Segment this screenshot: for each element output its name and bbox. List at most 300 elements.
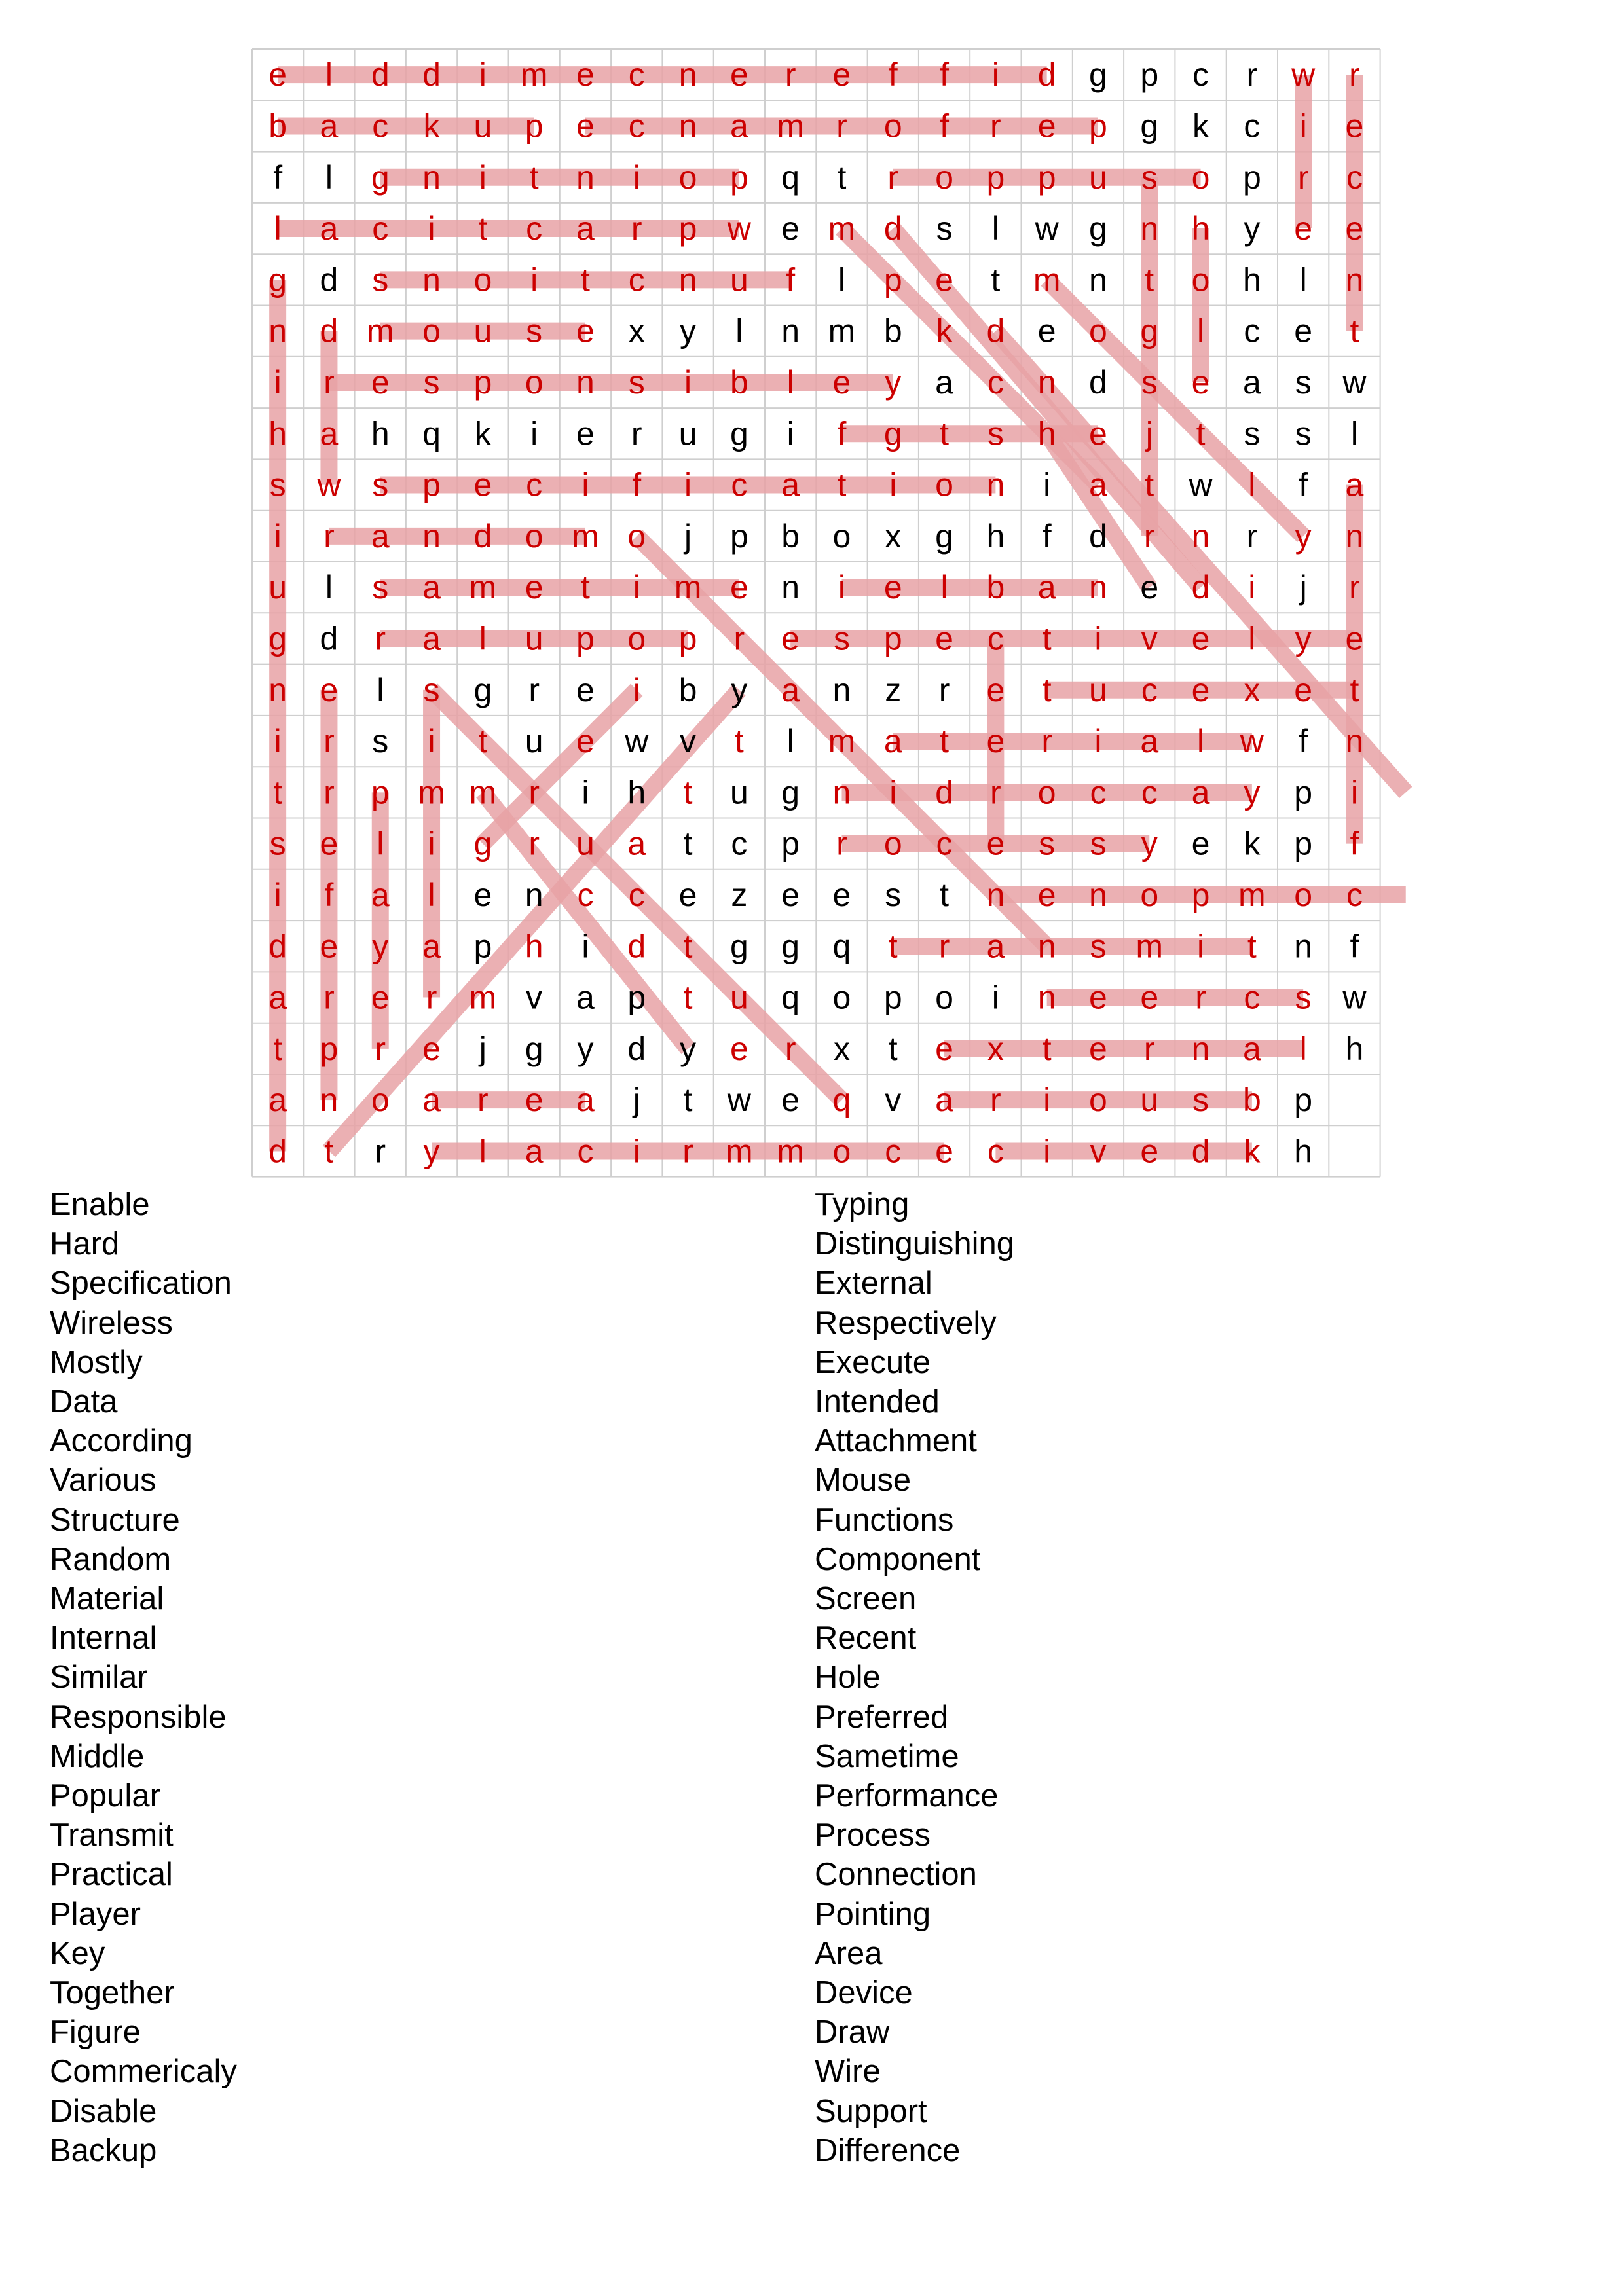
grid-letter: e (525, 1082, 544, 1119)
word-list-item: Typing (815, 1187, 910, 1222)
grid-letter: i (581, 928, 589, 965)
grid-letter: e (1140, 1133, 1159, 1170)
grid-letter: s (1295, 979, 1312, 1016)
grid-letter: a (422, 569, 441, 606)
grid-letter: n (1345, 261, 1364, 299)
grid-letter: h (1294, 1133, 1313, 1170)
grid-letter: e (1191, 825, 1210, 862)
grid-letter: e (1140, 979, 1159, 1016)
grid-letter: u (473, 107, 492, 145)
grid-letter: y (680, 312, 697, 350)
grid-letter: a (1140, 723, 1159, 760)
grid-letter: m (726, 1133, 753, 1170)
grid-letter: r (990, 1082, 1001, 1119)
grid-letter: d (473, 517, 492, 555)
grid-letter: i (1043, 1133, 1051, 1170)
grid-letter: o (1191, 158, 1210, 196)
grid-letter: p (422, 466, 441, 503)
grid-letter: c (628, 261, 645, 299)
grid-letter: r (682, 1133, 693, 1170)
word-list-item: Figure (50, 2014, 141, 2050)
grid-letter: i (633, 671, 640, 708)
grid-letter: b (986, 569, 1005, 606)
grid-letter: i (581, 466, 589, 503)
grid-letter: t (888, 1030, 898, 1067)
grid-letter: d (883, 210, 902, 247)
grid-letter: n (832, 774, 851, 811)
grid-letter: p (1191, 876, 1210, 913)
word-list-item: Responsible (50, 1699, 227, 1735)
grid-letter: r (528, 825, 540, 862)
grid-letter: i (530, 415, 538, 452)
grid-letter: m (828, 312, 856, 350)
grid-letter: d (320, 312, 339, 350)
grid-letter: j (633, 1082, 640, 1119)
grid-letter: s (372, 466, 389, 503)
grid-letter: e (1089, 979, 1107, 1016)
grid-letter: e (576, 723, 595, 760)
grid-letter: i (428, 723, 435, 760)
grid-letter: o (832, 1133, 851, 1170)
grid-letter: f (837, 415, 847, 452)
grid-letter: f (888, 56, 898, 94)
word-list-item: Component (815, 1541, 981, 1577)
word-list-item: Execute (815, 1344, 931, 1380)
grid-letter: i (889, 466, 897, 503)
grid-letter: w (1035, 210, 1059, 247)
grid-letter: g (473, 825, 492, 862)
grid-letter: e (1345, 107, 1364, 145)
grid-letter: n (268, 671, 287, 708)
grid-letter: l (991, 210, 999, 247)
grid-letter: o (1037, 774, 1056, 811)
grid-letter: w (317, 466, 341, 503)
grid-letter: i (684, 363, 692, 401)
grid-letter: e (1037, 312, 1056, 350)
grid-letter: e (1345, 210, 1364, 247)
grid-letter: e (935, 261, 953, 299)
grid-letter: c (1346, 158, 1363, 196)
grid-letter: e (781, 876, 800, 913)
grid-letter: m (777, 107, 804, 145)
grid-letter: c (1244, 312, 1261, 350)
grid-letter: r (323, 517, 335, 555)
word-list-item: Support (815, 2093, 927, 2129)
word-list-item: Draw (815, 2014, 890, 2050)
grid-letter: r (1297, 158, 1309, 196)
grid-letter: p (1294, 774, 1313, 811)
grid-letter: x (885, 517, 902, 555)
grid-letter: s (1141, 158, 1158, 196)
grid-letter: r (323, 774, 335, 811)
grid-letter: n (986, 876, 1005, 913)
word-list-item: Data (50, 1384, 118, 1420)
grid-letter: a (422, 928, 441, 965)
grid-letter: m (469, 569, 497, 606)
grid-letter: t (529, 158, 539, 196)
grid-letter: r (631, 415, 642, 452)
grid-letter: i (633, 158, 640, 196)
grid-letter: p (576, 620, 595, 657)
grid-letter: a (935, 1082, 953, 1119)
word-list-item: Distinguishing (815, 1226, 1015, 1262)
grid-letter: w (727, 210, 751, 247)
grid-letter: i (428, 210, 435, 247)
grid-letter: r (375, 620, 386, 657)
grid-letter: x (987, 1030, 1004, 1067)
word-list-item: Material (50, 1581, 164, 1617)
grid-letter: d (371, 56, 390, 94)
grid-letter: m (366, 312, 394, 350)
grid-letter: a (525, 1133, 544, 1170)
grid-letter: b (678, 671, 697, 708)
grid-letter: r (375, 1030, 386, 1067)
grid-letter: t (837, 158, 847, 196)
grid-letter: g (371, 158, 390, 196)
grid-letter: n (986, 466, 1005, 503)
grid-letter: f (1350, 928, 1359, 965)
grid-letter: a (781, 671, 800, 708)
grid-letter: s (628, 363, 645, 401)
grid-letter: a (883, 723, 902, 760)
grid-letter: s (269, 466, 286, 503)
grid-letter: e (1294, 312, 1313, 350)
word-list-item: Similar (50, 1660, 148, 1696)
grid-letter: c (1141, 774, 1158, 811)
grid-letter: i (530, 261, 538, 299)
grid-letter: t (683, 1082, 693, 1119)
grid-letter: b (268, 107, 287, 145)
grid-letter: o (883, 825, 902, 862)
grid-letter: n (422, 517, 441, 555)
grid-letter: a (1037, 569, 1056, 606)
grid-letter: a (1242, 1030, 1261, 1067)
grid-letter: n (832, 671, 851, 708)
grid-letter: e (371, 363, 390, 401)
grid-letter: o (371, 1082, 390, 1119)
grid-letter: s (987, 415, 1004, 452)
grid-letter: s (423, 671, 440, 708)
grid-letter: l (786, 363, 794, 401)
grid-letter: l (1299, 1030, 1307, 1067)
grid-letter: g (781, 928, 800, 965)
grid-letter: i (1094, 723, 1102, 760)
grid-letter: i (684, 466, 692, 503)
grid-letter: e (525, 569, 544, 606)
grid-letter: i (1196, 928, 1205, 965)
grid-letter: l (325, 158, 333, 196)
grid-letter: o (935, 979, 953, 1016)
grid-letter: o (1191, 261, 1210, 299)
grid-letter: a (729, 107, 748, 145)
word-search-grid (252, 49, 1380, 1176)
grid-letter: m (828, 723, 856, 760)
grid-letter: u (1089, 158, 1107, 196)
grid-letter: m (469, 979, 497, 1016)
grid-letter: c (731, 466, 748, 503)
grid-letter: s (1141, 363, 1158, 401)
grid-letter: l (428, 876, 435, 913)
word-list-item: Intended (815, 1384, 940, 1420)
grid-letter: e (1191, 620, 1210, 657)
grid-letter: k (474, 415, 491, 452)
word-list-item: Transmit (50, 1817, 174, 1853)
grid-letter: f (632, 466, 642, 503)
word-list-item: Commericaly (50, 2054, 237, 2090)
grid-letter: r (426, 979, 437, 1016)
grid-letter: l (1196, 723, 1205, 760)
grid-letter: n (1037, 363, 1056, 401)
grid-letter: n (1089, 261, 1107, 299)
grid-letter: y (1295, 517, 1312, 555)
grid-letter: e (935, 1133, 953, 1170)
grid-letter: e (832, 56, 851, 94)
grid-letter: e (935, 1030, 953, 1067)
grid-letter: t (940, 876, 950, 913)
grid-letter: r (990, 774, 1001, 811)
grid-letter: v (680, 723, 697, 760)
grid-letter: l (325, 569, 333, 606)
grid-letter: s (885, 876, 902, 913)
grid-letter: w (625, 723, 649, 760)
grid-letter: s (372, 569, 389, 606)
grid-letter: p (473, 363, 492, 401)
grid-letter: n (268, 312, 287, 350)
grid-letter: r (477, 1082, 489, 1119)
grid-letter: w (1342, 363, 1367, 401)
grid-letter: o (525, 517, 544, 555)
word-list-item: Popular (50, 1778, 160, 1814)
grid-letter: g (1140, 107, 1159, 145)
grid-letter: p (729, 158, 748, 196)
grid-letter: d (1191, 569, 1210, 606)
grid-letter: r (1349, 56, 1360, 94)
grid-letter: y (731, 671, 748, 708)
grid-letter: i (1248, 569, 1256, 606)
grid-letter: m (520, 56, 548, 94)
grid-letter: o (525, 363, 544, 401)
grid-letter: m (469, 774, 497, 811)
grid-letter: e (832, 363, 851, 401)
grid-letter: e (781, 210, 800, 247)
grid-letter: r (1143, 1030, 1155, 1067)
grid-letter: g (935, 517, 953, 555)
grid-letter: e (986, 825, 1005, 862)
grid-letter: o (883, 107, 902, 145)
grid-letter: n (1345, 723, 1364, 760)
grid-letter: f (273, 158, 283, 196)
grid-letter: h (1037, 415, 1056, 452)
grid-letter: e (986, 671, 1005, 708)
grid-letter: t (273, 774, 283, 811)
grid-letter: p (678, 210, 697, 247)
word-list-item: Specification (50, 1266, 232, 1302)
grid-letter: l (940, 569, 948, 606)
grid-letter: e (1089, 415, 1107, 452)
grid-letter: e (1037, 107, 1056, 145)
grid-letter: i (1350, 774, 1359, 811)
grid-letter: i (274, 363, 282, 401)
grid-letter: a (935, 363, 953, 401)
grid-letter: k (1192, 107, 1209, 145)
grid-letter: i (889, 774, 897, 811)
grid-letter: m (572, 517, 599, 555)
grid-letter: n (1140, 210, 1159, 247)
grid-letter: u (678, 415, 697, 452)
grid-letter: k (936, 312, 953, 350)
grid-canvas (252, 49, 1380, 1176)
grid-letter: y (1244, 774, 1261, 811)
grid-letter: e (1140, 569, 1159, 606)
grid-letter: e (320, 928, 339, 965)
grid-letter: e (268, 56, 287, 94)
grid-letter: k (1244, 1133, 1261, 1170)
grid-letter: h (371, 415, 390, 452)
grid-letter: i (1043, 466, 1051, 503)
grid-letter: s (1039, 825, 1056, 862)
word-list-item: Mostly (50, 1344, 143, 1380)
grid-letter: b (781, 517, 800, 555)
grid-letter: s (423, 363, 440, 401)
grid-letter: e (320, 825, 339, 862)
grid-letter: o (678, 158, 697, 196)
grid-letter: n (422, 158, 441, 196)
word-list-item: According (50, 1423, 193, 1459)
grid-letter: i (1299, 107, 1307, 145)
grid-letter: a (1191, 774, 1210, 811)
grid-letter: d (268, 928, 287, 965)
grid-letter: a (627, 825, 646, 862)
grid-letter: r (784, 56, 796, 94)
grid-letter: s (269, 825, 286, 862)
grid-letter: q (781, 979, 800, 1016)
grid-letter: p (883, 979, 902, 1016)
grid-letter: o (1089, 1082, 1107, 1119)
grid-letter: i (786, 415, 794, 452)
grid-letter: c (885, 1133, 902, 1170)
word-list-item: External (815, 1266, 932, 1302)
grid-letter: c (1141, 671, 1158, 708)
grid-letter: r (1349, 569, 1360, 606)
grid-letter: h (986, 517, 1005, 555)
grid-letter: p (1089, 107, 1107, 145)
grid-letter: q (832, 928, 851, 965)
grid-letter: n (576, 363, 595, 401)
grid-letter: c (1244, 979, 1261, 1016)
grid-letter: u (473, 312, 492, 350)
grid-letter: s (1295, 415, 1312, 452)
grid-letter: d (1191, 1133, 1210, 1170)
grid-letter: t (1145, 466, 1154, 503)
grid-letter: y (423, 1133, 440, 1170)
grid-letter: a (422, 620, 441, 657)
grid-letter: n (1294, 928, 1313, 965)
grid-letter: n (1037, 979, 1056, 1016)
grid-letter: y (885, 363, 902, 401)
grid-letter: z (731, 876, 748, 913)
grid-letter: k (1244, 825, 1261, 862)
word-list-item: Device (815, 1975, 913, 2011)
grid-letter: r (528, 774, 540, 811)
grid-letter: p (473, 928, 492, 965)
grid-letter: a (268, 979, 287, 1016)
grid-letter: a (576, 979, 595, 1016)
grid-letter: a (986, 928, 1005, 965)
grid-letter: p (627, 979, 646, 1016)
grid-letter: d (320, 261, 339, 299)
grid-letter: c (1346, 876, 1363, 913)
grid-letter: t (1247, 928, 1257, 965)
grid-letter: a (320, 415, 339, 452)
grid-letter: a (268, 1082, 287, 1119)
grid-letter: r (631, 210, 642, 247)
grid-letter: r (375, 1133, 386, 1170)
grid-letter: p (1294, 1082, 1313, 1119)
grid-letter: n (1089, 876, 1107, 913)
grid-letter: n (422, 261, 441, 299)
word-list-item: Hard (50, 1226, 120, 1262)
grid-letter: f (1299, 723, 1308, 760)
grid-letter: g (1140, 312, 1159, 350)
grid-letter: r (836, 107, 847, 145)
grid-letter: e (729, 56, 748, 94)
grid-letter: n (1089, 569, 1107, 606)
word-list-item: Sametime (815, 1738, 959, 1774)
word-list-item: Area (815, 1935, 883, 1971)
grid-letter: p (729, 517, 748, 555)
grid-letter: a (1345, 466, 1364, 503)
grid-letter: j (684, 517, 692, 555)
grid-letter: j (479, 1030, 487, 1067)
grid-letter: t (1042, 671, 1052, 708)
grid-letter: e (473, 876, 492, 913)
word-list-item: Wire (815, 2054, 881, 2090)
grid-letter: l (377, 671, 384, 708)
grid-letter: i (838, 569, 846, 606)
grid-letter: e (1294, 671, 1313, 708)
grid-letter: z (885, 671, 902, 708)
grid-letter: r (323, 979, 335, 1016)
grid-letter: e (729, 1030, 748, 1067)
grid-letter: p (678, 620, 697, 657)
grid-letter: s (936, 210, 953, 247)
grid-letter: t (683, 979, 693, 1016)
grid-letter: v (885, 1082, 902, 1119)
grid-letter: o (1294, 876, 1313, 913)
grid-letter: o (832, 517, 851, 555)
grid-letter: g (729, 928, 748, 965)
grid-letter: t (683, 774, 693, 811)
grid-letter: h (627, 774, 646, 811)
grid-letter: f (940, 56, 950, 94)
grid-letter: e (371, 979, 390, 1016)
grid-letter: l (1350, 415, 1359, 452)
grid-letter: c (628, 107, 645, 145)
grid-letter: r (990, 107, 1001, 145)
word-list-item: Wireless (50, 1305, 173, 1341)
grid-letter: i (633, 569, 640, 606)
grid-letter: l (1196, 312, 1205, 350)
grid-letter: n (1037, 928, 1056, 965)
grid-letter: o (832, 979, 851, 1016)
grid-letter: s (1192, 1082, 1209, 1119)
grid-letter: j (1299, 569, 1307, 606)
grid-letter: p (525, 107, 544, 145)
grid-letter: r (836, 825, 847, 862)
grid-letter: e (1037, 876, 1056, 913)
grid-letter: t (940, 415, 950, 452)
grid-letter: d (422, 56, 441, 94)
